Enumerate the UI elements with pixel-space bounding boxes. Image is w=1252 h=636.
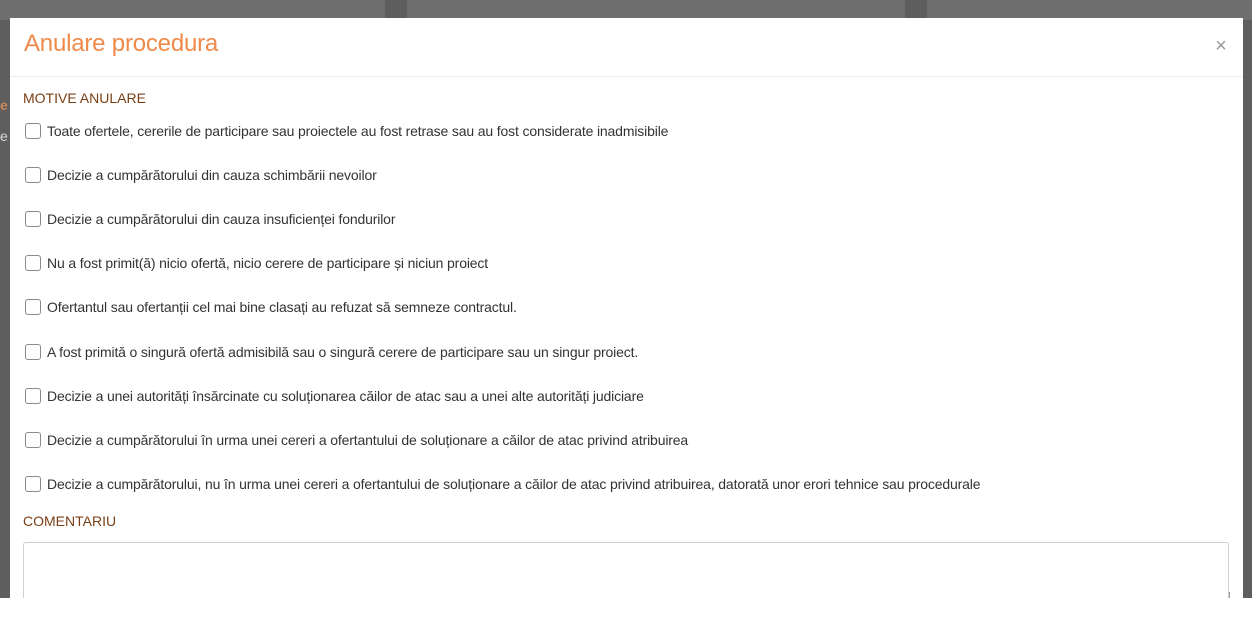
motive-option-label: Decizie a unei autorități însărcinate cu soluționarea căilor de atac sau a unei alte autorități judiciare	[47, 388, 644, 404]
background-header-strip	[927, 0, 1252, 20]
motive-checkbox[interactable]	[25, 388, 41, 404]
background-text-fragment: e	[0, 128, 8, 144]
motive-option[interactable]	[25, 342, 638, 362]
motive-checkbox[interactable]	[25, 123, 41, 139]
dialog-title: Anulare procedura	[24, 30, 219, 57]
motive-option-label: Decizie a cumpărătorului din cauza insuficienței fondurilor	[47, 211, 396, 227]
page-bottom-area	[0, 598, 1252, 636]
motive-option[interactable]	[25, 386, 644, 406]
close-icon[interactable]: ×	[1215, 35, 1227, 57]
motive-checkbox[interactable]	[25, 211, 41, 227]
background-text-fragment: e	[0, 97, 8, 113]
motive-option[interactable]	[25, 253, 488, 273]
motive-option-label: Decizie a cumpărătorului în urma unei cereri a ofertantului de soluționare a căilor de atac privind atribuirea	[47, 432, 689, 448]
motive-option[interactable]	[25, 165, 377, 185]
motive-option[interactable]	[25, 121, 668, 141]
motive-checkbox[interactable]	[25, 432, 41, 448]
motive-checkbox[interactable]	[25, 167, 41, 183]
motive-option[interactable]	[25, 430, 688, 450]
background-header-strip	[407, 0, 905, 20]
motive-option-label: Toate ofertele, cererile de participare sau proiectele au fost retrase sau au fost considerate inadmisibile	[47, 123, 669, 139]
dialog-header	[10, 18, 1243, 77]
motive-checkbox[interactable]	[25, 255, 41, 271]
motive-checkbox[interactable]	[25, 476, 41, 492]
motive-option-label: Nu a fost primit(ă) nicio ofertă, nicio cerere de participare și niciun proiect	[47, 255, 489, 271]
motive-option-label: A fost primită o singură ofertă admisibilă sau o singură cerere de participare sau un singur proiect.	[47, 344, 639, 360]
comment-textarea[interactable]	[23, 542, 1229, 598]
motive-option[interactable]	[25, 297, 517, 317]
cancel-procedure-dialog	[10, 18, 1243, 598]
motive-option[interactable]	[25, 474, 980, 494]
motive-option-label: Decizie a cumpărătorului din cauza schimbării nevoilor	[47, 167, 377, 183]
motive-checkbox[interactable]	[25, 299, 41, 315]
motive-option-label: Ofertantul sau ofertanții cel mai bine clasați au refuzat să semneze contractul.	[47, 299, 517, 315]
background-header-strip	[0, 0, 385, 20]
motive-checkbox[interactable]	[25, 344, 41, 360]
motive-section-label: MOTIVE ANULARE	[23, 90, 146, 106]
motive-option[interactable]	[25, 209, 395, 229]
comment-section-label: COMENTARIU	[23, 513, 117, 529]
motive-option-label: Decizie a cumpărătorului, nu în urma unei cereri a ofertantului de soluționare a căilor de atac privind atribuirea, datorată unor erori tehnice sau procedurale	[47, 476, 981, 492]
